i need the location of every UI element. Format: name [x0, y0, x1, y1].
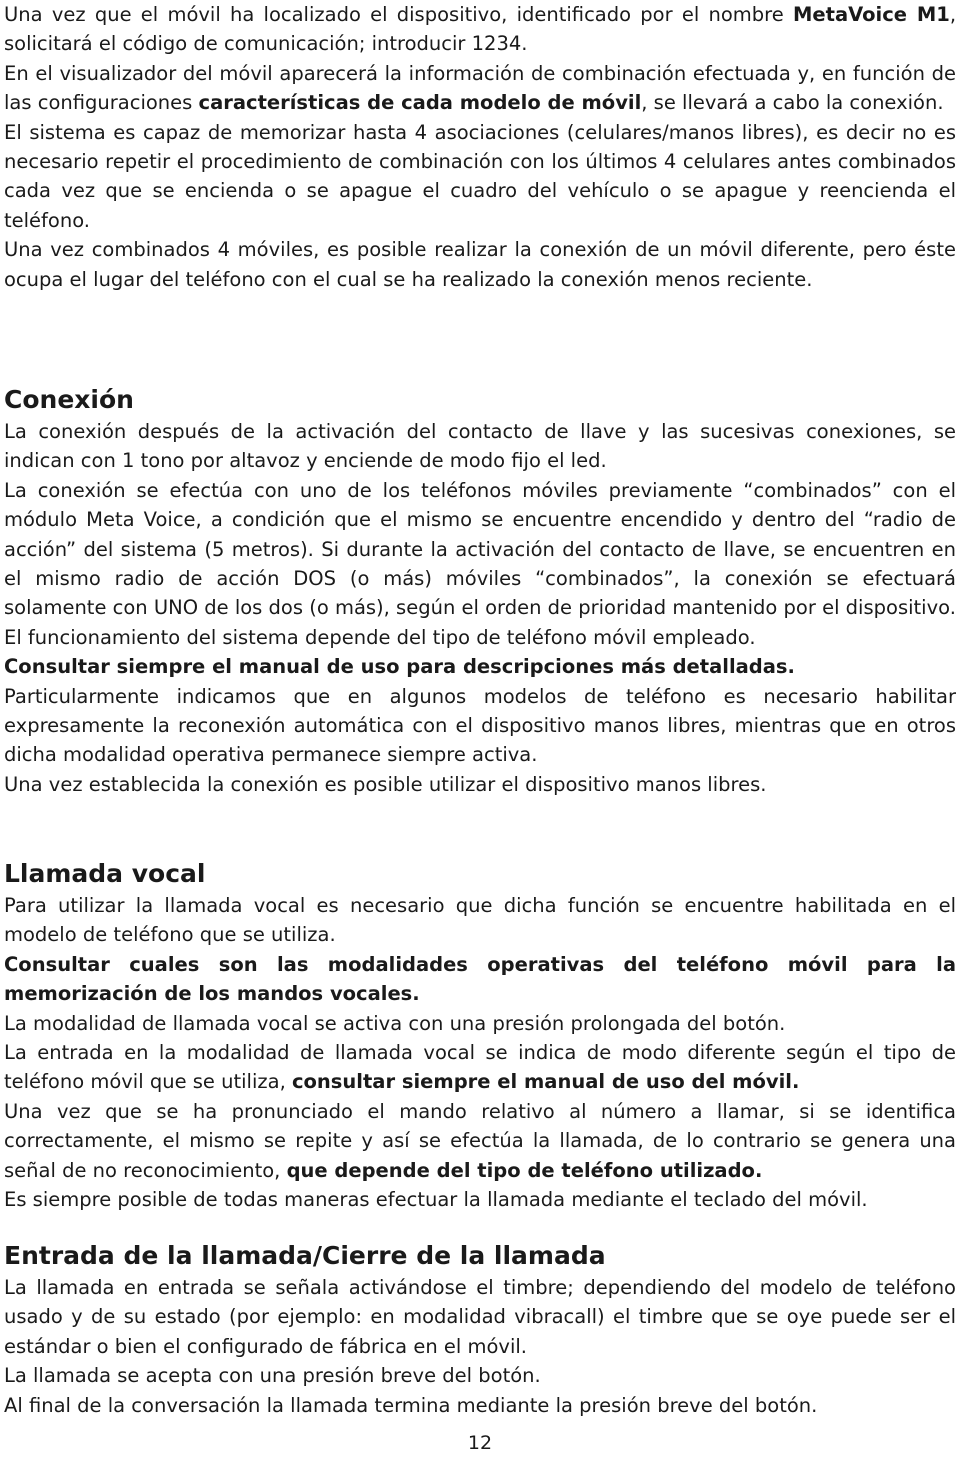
- vocal-paragraph-6: Es siempre posible de todas maneras efectuar la llamada mediante el teclado del móvil.: [4, 1188, 868, 1212]
- emphasis-text: consultar siempre el manual de uso del móvil.: [291, 1070, 800, 1094]
- intro-paragraph-2: En el visualizador del móvil aparecerá la información de combinación efectuada y, en función de las configuraciones características de cada modelo de móvil, se llevará a cabo la conexión.: [4, 61, 956, 115]
- intro-paragraph-1: Una vez que el móvil ha localizado el dispositivo, identificado por el nombre MetaVoice M1, solicitará el código de comunicación; introducir 1234.: [4, 3, 957, 56]
- page-number: 12: [467, 1432, 493, 1454]
- vocal-paragraph-1: Para utilizar la llamada vocal es necesario que dicha función se encuentre habilitada en el modelo de teléfono que se utiliza.: [4, 894, 956, 947]
- section-heading: Conexión: [4, 385, 134, 414]
- vocal-paragraph-3: La modalidad de llamada vocal se activa con una presión prolongada del botón.: [4, 1011, 786, 1035]
- conexion-paragraph-3: El funcionamiento del sistema depende del tipo de teléfono móvil empleado.: [4, 625, 756, 649]
- entrada-paragraph-1: La llamada en entrada se señala activándose el timbre; dependiendo del modelo de teléfono usado y de su estado (por ejemplo: en modalidad vibracall) el timbre que se oye puede ser el estándar o bien el configurado de fábrica en el móvil.: [4, 1276, 956, 1358]
- intro-paragraph-3: El sistema es capaz de memorizar hasta 4 asociaciones (celulares/manos libres), es decir no es necesario repetir el procedimiento de combinación con los últimos 4 celulares antes combinados cada vez que se encienda o se apague el cuadro del vehículo o se apague y reencienda el teléfono.: [4, 120, 956, 232]
- conexion-paragraph-6: Una vez establecida la conexión es posible utilizar el dispositivo manos libres.: [4, 772, 767, 796]
- entrada-paragraph-2: La llamada se acepta con una presión breve del botón.: [4, 1364, 541, 1388]
- device-name: MetaVoice M1: [793, 3, 950, 26]
- emphasis-text: que depende del tipo de teléfono utilizado.: [286, 1158, 763, 1182]
- vocal-paragraph-4: La entrada en la modalidad de llamada vocal se indica de modo diferente según el tipo de teléfono móvil que se utiliza, consultar siempre el manual de uso del móvil.: [4, 1041, 956, 1094]
- conexion-note-bold: Consultar siempre el manual de uso para descripciones más detalladas.: [4, 655, 795, 679]
- conexion-paragraph-5: Particularmente indicamos que en algunos modelos de teléfono es necesario habilitar expresamente la reconexión automática con el dispositivo manos libres, mientras que en otros dicha modalidad operativa permanece siempre activa.: [4, 684, 956, 767]
- intro-paragraph-4: Una vez combinados 4 móviles, es posible realizar la conexión de un móvil diferente, pero éste ocupa el lugar del teléfono con el cual se ha realizado la conexión menos reciente.: [4, 238, 956, 291]
- intro-section: [4, 0, 956, 294]
- section-entrada-cierre: [4, 1240, 956, 1420]
- vocal-paragraph-5: Una vez que se ha pronunciado el mando relativo al número a llamar, si se identifica correctamente, el mismo se repite y así se efectúa la llamada, de lo contrario se genera una señal de no reconocimiento, que depende del tipo de teléfono utilizado.: [4, 1099, 956, 1182]
- conexion-paragraph-2: La conexión se efectúa con uno de los teléfonos móviles previamente “combinados” con el módulo Meta Voice, a condición que el mismo se encuentre encendido y dentro del “radio de acción” del sistema (5 metros). Si durante la activación del contacto de llave, se encuentren en el mismo radio de acción DOS (o más) móviles “combinados”, la conexión se efectuará solamente con UNO de los dos (o más), según el orden de prioridad mantenido por el dispositivo.: [4, 478, 956, 620]
- section-heading: Entrada de la llamada/Cierre de la llamada: [4, 1241, 606, 1270]
- section-conexion: [4, 384, 956, 799]
- conexion-paragraph-1: La conexión después de la activación del contacto de llave y las sucesivas conexiones, se indican con 1 tono por altavoz y enciende de modo fijo el led.: [4, 420, 956, 473]
- emphasis-text: características de cada modelo de móvil: [198, 91, 642, 115]
- section-llamada-vocal: [4, 858, 956, 1214]
- vocal-note-bold: Consultar cuales son las modalidades operativas del teléfono móvil para la memorización de los mandos vocales.: [4, 952, 956, 1006]
- entrada-paragraph-3: Al final de la conversación la llamada termina mediante la presión breve del botón.: [4, 1393, 818, 1417]
- section-heading: Llamada vocal: [4, 859, 206, 888]
